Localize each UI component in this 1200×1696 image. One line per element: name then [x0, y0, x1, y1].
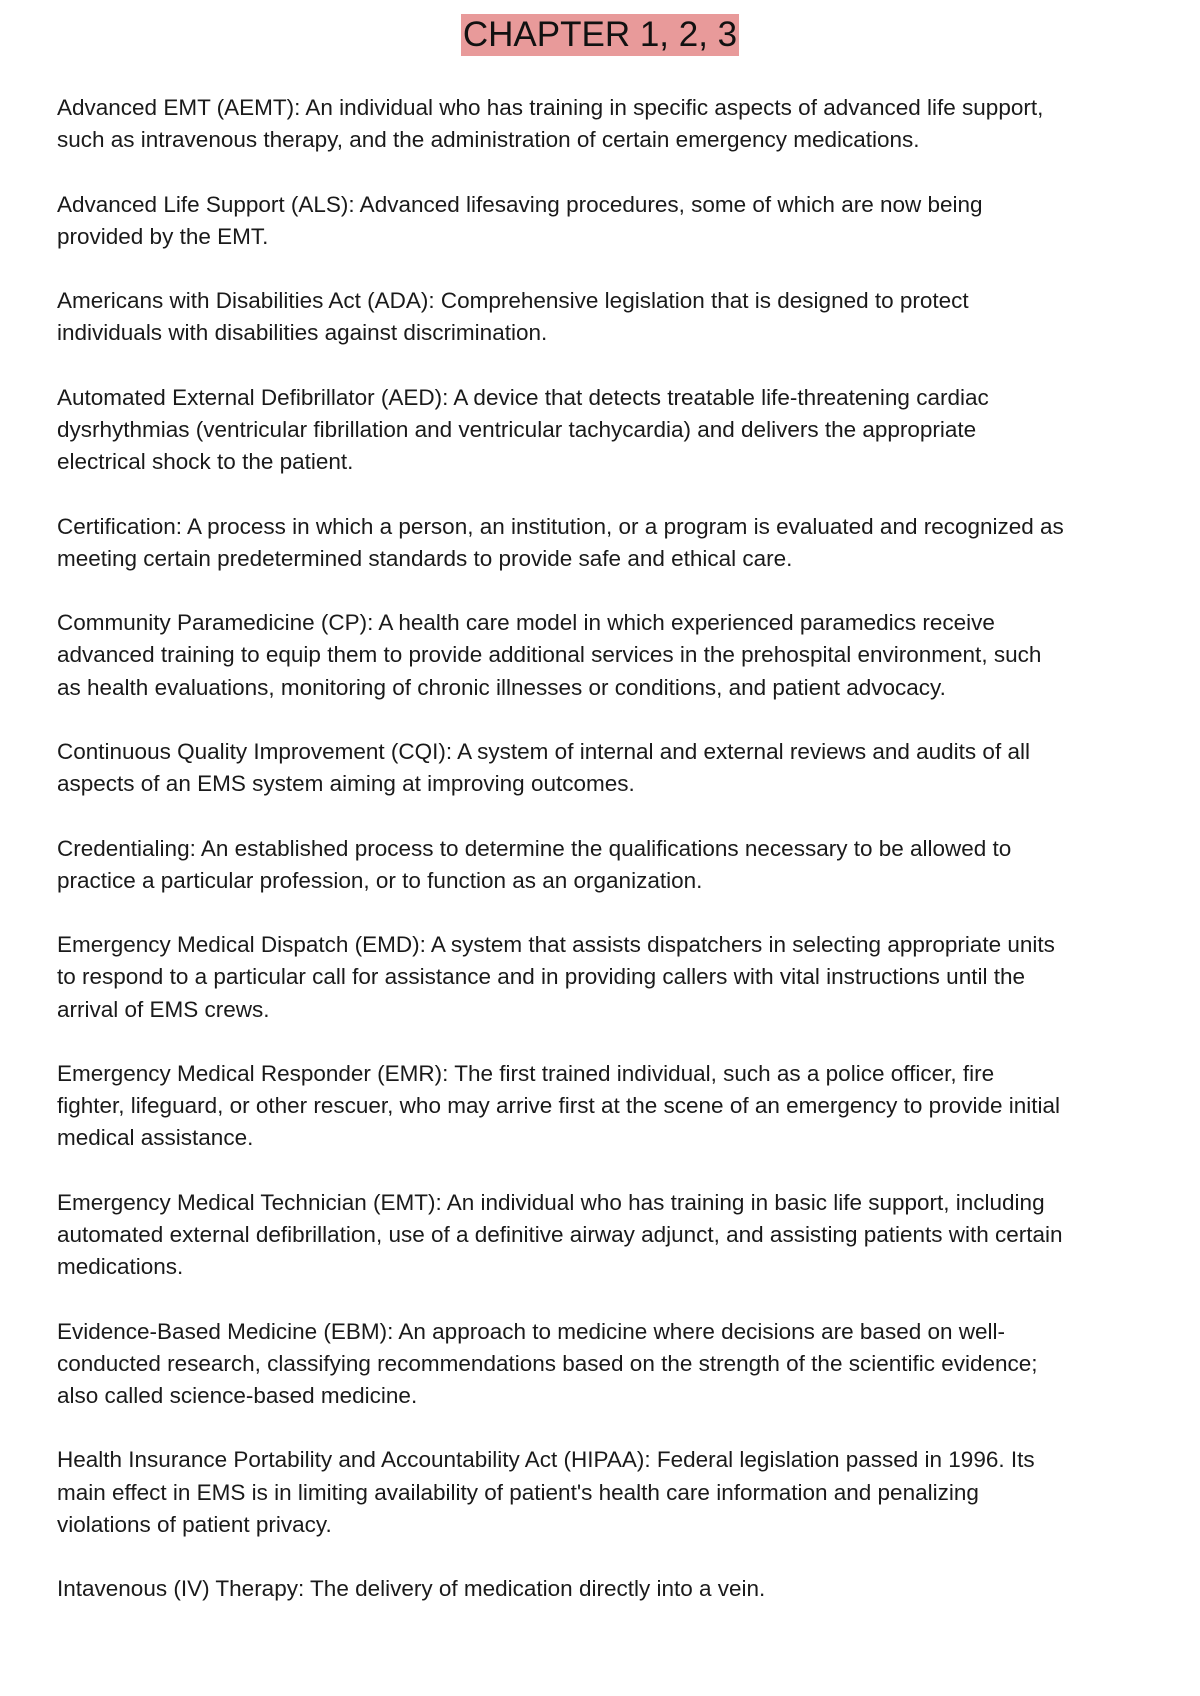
definition-entry-certification: Certification: A process in which a person, an institution, or a program is evaluated and recognized as meeting certain predetermined standards to provide safe and ethical care.: [57, 513, 1064, 571]
definition-entry-emt: Emergency Medical Technician (EMT): An individual who has training in basic life support, including automated external defibrillation, use of a definitive airway adjunct, and assisting patients with certain medications.: [57, 1189, 1063, 1280]
definition-entry-ada: Americans with Disabilities Act (ADA): Comprehensive legislation that is designed to protect individuals with disabilities against discrimination.: [57, 288, 969, 346]
definition-entry-als: Advanced Life Support (ALS): Advanced lifesaving procedures, some of which are now being provided by the EMT.: [57, 191, 983, 249]
definition-entry-cp: Community Paramedicine (CP): A health care model in which experienced paramedics receive advanced training to equip them to provide additional services in the prehospital environment, such as health evaluations, monitoring of chronic illnesses or conditions, and patient advocacy.: [57, 610, 1042, 700]
definition-list: [57, 92, 1157, 1638]
definition-entry-hipaa: Health Insurance Portability and Accountability Act (HIPAA): Federal legislation passed in 1996. Its main effect in EMS is in limiting availability of patient's health care information and penalizing violations of patient privacy.: [57, 1447, 1035, 1537]
definition-entry-aed: Automated External Defibrillator (AED): A device that detects treatable life-threatening cardiac dysrhythmias (ventricular fibrillation and ventricular tachycardia) and delivers the appropriate electrical shock to the patient.: [57, 384, 989, 475]
definition-entry-emr: Emergency Medical Responder (EMR): The first trained individual, such as a police officer, fire fighter, lifeguard, or other rescuer, who may arrive first at the scene of an emergency to provide initial medical assistance.: [57, 1060, 1060, 1151]
page-title: CHAPTER 1, 2, 3: [462, 15, 738, 54]
definition-entry-ebm: Evidence-Based Medicine (EBM): An approach to medicine where decisions are based on well- conducted research, classifying recommendations based on the strength of the scientific evidence; also called science-based medicine.: [57, 1318, 1038, 1408]
definition-entry-cqi: Continuous Quality Improvement (CQI): A system of internal and external reviews and audits of all aspects of an EMS system aiming at improving outcomes.: [57, 738, 1030, 797]
definition-entry-credentialing: Credentialing: An established process to determine the qualifications necessary to be allowed to practice a particular profession, or to function as an organization.: [57, 835, 1012, 893]
title-container: [0, 14, 1200, 56]
definition-entry-aemt: Advanced EMT (AEMT): An individual who has training in specific aspects of advanced life support, such as intravenous therapy, and the administration of certain emergency medications.: [57, 95, 1044, 153]
definition-entry-emd: Emergency Medical Dispatch (EMD): A system that assists dispatchers in selecting appropriate units to respond to a particular call for assistance and in providing callers with vital instructions until the arrival of EMS crews.: [57, 932, 1055, 1022]
definition-entry-iv-therapy: Intavenous (IV) Therapy: The delivery of medication directly into a vein.: [57, 1576, 766, 1602]
